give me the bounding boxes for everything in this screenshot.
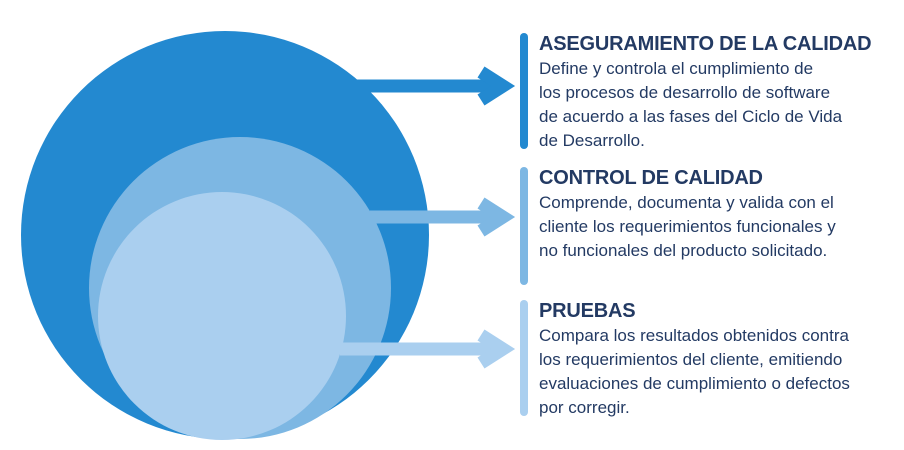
testing-title: PRUEBAS <box>539 300 636 322</box>
quality-assurance-description <box>539 57 901 153</box>
description-line: Define y controla el cumplimiento de <box>539 59 814 78</box>
description-line: Compara los resultados obtenidos contra <box>539 326 849 345</box>
quality-control-title: CONTROL DE CALIDAD <box>539 167 763 189</box>
description-line: no funcionales del producto solicitado. <box>539 241 828 260</box>
description-line: por corregir. <box>539 398 630 417</box>
testing-description <box>539 324 901 420</box>
description-line: Comprende, documenta y valida con el <box>539 193 834 212</box>
description-line: cliente los requerimientos funcionales y <box>539 217 836 236</box>
description-line: de acuerdo a las fases del Ciclo de Vida <box>539 107 843 126</box>
description-line: de Desarrollo. <box>539 131 645 150</box>
quality-assurance-bar <box>520 33 528 149</box>
description-line: los procesos de desarrollo de software <box>539 83 831 102</box>
quality-control-description <box>539 191 901 263</box>
description-line: los requerimientos del cliente, emitiendo <box>539 350 843 369</box>
inner-circle-testing <box>98 192 346 440</box>
description-line: evaluaciones de cumplimiento o defectos <box>539 374 850 393</box>
quality-assurance-title: ASEGURAMIENTO DE LA CALIDAD <box>539 33 872 55</box>
arrow-quality-assurance <box>352 72 503 100</box>
testing-bar <box>520 300 528 416</box>
quality-control-bar <box>520 167 528 285</box>
